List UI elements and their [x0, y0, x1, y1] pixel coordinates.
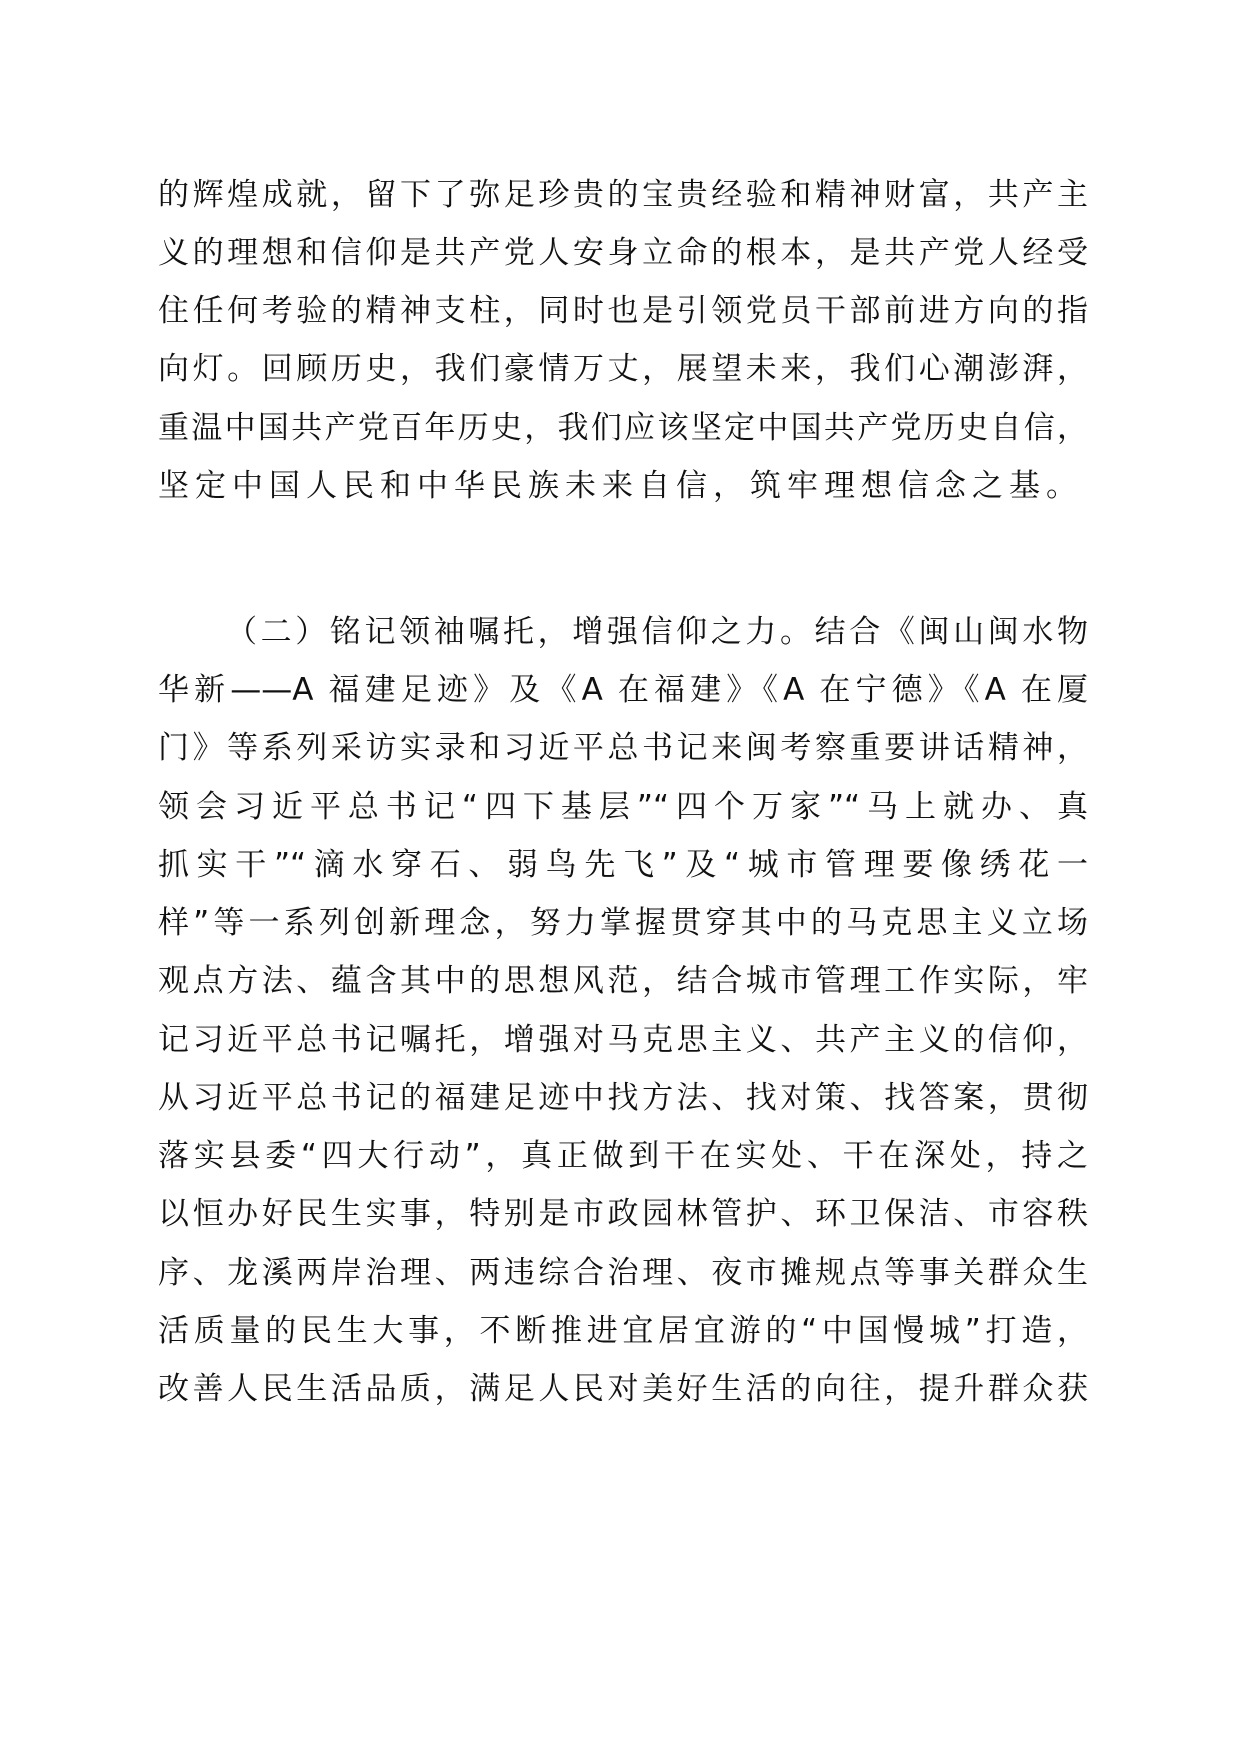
text-line: 华新——A 福建足迹》及《A 在福建》《A 在宁德》《A 在厦 [158, 672, 1088, 708]
text-line: 样”等一系列创新理念，努力掌握贯穿其中的马克思主义立场 [158, 905, 1088, 941]
text-line: 改善人民生活品质，满足人民对美好生活的向往，提升群众获 [158, 1371, 1088, 1407]
text-line: 向灯。回顾历史，我们豪情万丈，展望未来，我们心潮澎湃， [158, 351, 1088, 387]
text-line: 的辉煌成就，留下了弥足珍贵的宝贵经验和精神财富，共产主 [158, 177, 1088, 213]
text-line: 门》等系列采访实录和习近平总书记来闽考察重要讲话精神， [158, 730, 1088, 766]
text-line: 重温中国共产党百年历史，我们应该坚定中国共产党历史自信， [158, 410, 1088, 446]
text-line: 活质量的民生大事，不断推进宜居宜游的“中国慢城”打造， [158, 1313, 1088, 1349]
text-line: 领会习近平总书记“四下基层”“四个万家”“马上就办、真 [158, 789, 1088, 825]
text-line: 记习近平总书记嘱托，增强对马克思主义、共产主义的信仰， [158, 1022, 1088, 1058]
text-line: 序、龙溪两岸治理、两违综合治理、夜市摊规点等事关群众生 [158, 1255, 1088, 1291]
text-line: 坚定中国人民和中华民族未来自信，筑牢理想信念之基。 [158, 468, 1083, 504]
text-line: （二）铭记领袖嘱托，增强信仰之力。结合《闽山闽水物 [226, 614, 1088, 650]
text-line: 从习近平总书记的福建足迹中找方法、找对策、找答案，贯彻 [158, 1080, 1088, 1116]
text-line: 观点方法、蕴含其中的思想风范，结合城市管理工作实际，牢 [158, 963, 1088, 999]
text-line: 落实县委“四大行动”，真正做到干在实处、干在深处，持之 [158, 1138, 1088, 1174]
text-line: 抓实干”“滴水穿石、弱鸟先飞”及“城市管理要像绣花一 [158, 847, 1088, 883]
text-line: 义的理想和信仰是共产党人安身立命的根本，是共产党人经受 [158, 235, 1088, 271]
text-line: 住任何考验的精神支柱，同时也是引领党员干部前进方向的指 [158, 293, 1088, 329]
text-line: 以恒办好民生实事，特别是市政园林管护、环卫保洁、市容秩 [158, 1196, 1088, 1232]
